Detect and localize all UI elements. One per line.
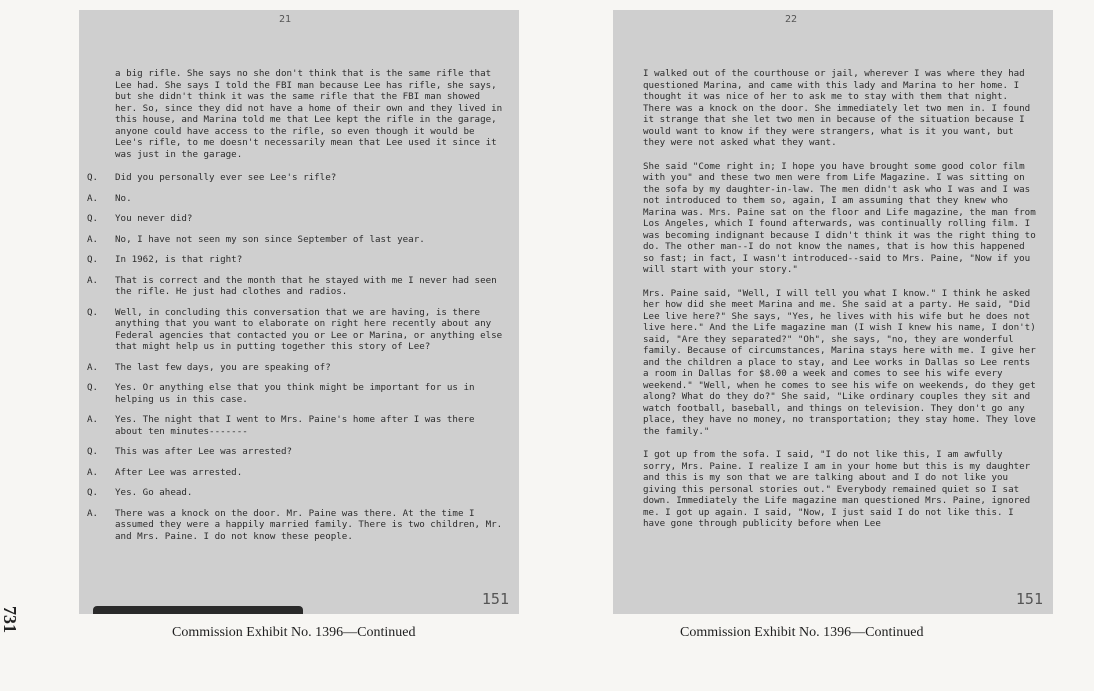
qa-text: The last few days, you are speaking of? — [115, 361, 331, 373]
right-paragraph: Mrs. Paine said, "Well, I will tell you what I know." I think he asked her how did she meet Marina and me. She said at a party. He said, "Did Lee live here?" She says, "Yes, he lives with his wife but he does not live here." And the Life magazine man (I wish I knew his name, I don't) said, "Are they separated?" "Oh", she says, "no, they are wonderful family. Because of circumstances, Marina stays here with me. I give her and the children a place to stay, and Lee works in Dallas so Lee rents a room in Dallas for $8.00 a week and comes to see his wife every weekend." "Well, when he comes to see his wife on weekends, do they get along? What do they do?" She said, "Like ordinary couples they sit and watch football, baseball, and things on television. They don't go any place, they have no money, no transportation; they stay home. They love the family." — [643, 287, 1036, 437]
speaker-label: A. — [87, 507, 99, 519]
qa-text: Yes. The night that I went to Mrs. Paine's home after I was there about ten minutes------- — [115, 414, 475, 437]
qa-text: No. — [115, 192, 132, 204]
qa-row — [87, 172, 507, 184]
left-intro-paragraph: a big rifle. She says no she don't think that is the same rifle that Lee had. She says I told the FBI man because Lee has rifle, she says, but she didn't think it was the same rifle that the FBI man showed her. So, since they did not have a home of their own and they lived in this house, and Marina told me that Lee kept the rifle in the garage, anyone could have access to the rifle, so even though it would be Lee's rifle, to me doesn't necessarily mean that Lee used it since it was just in the garage. — [115, 68, 503, 160]
speaker-label: A. — [87, 414, 99, 425]
speaker-label: Q. — [87, 254, 99, 265]
left-page-bottom-number: 151 — [481, 590, 509, 608]
qa-text: Yes. Or anything else that you think might be important for us in helping us in this case. — [115, 382, 475, 405]
right-paragraph: I walked out of the courthouse or jail, wherever I was where they had questioned Marina, and came with this lady and Marina to her home. I thought it was nice of her to ask me to stay with them that night. There was a knock on the door. She immediately let two men in. I found it strange that she let two men in because of the situation because I would want to know if they were strangers, what is it you want, but they were not asked what they want. — [643, 68, 1031, 148]
speaker-label: Q. — [87, 172, 99, 183]
left-page-top-number: 21 — [279, 14, 292, 25]
speaker-label: A. — [87, 192, 99, 204]
qa-row — [87, 446, 507, 458]
qa-row — [87, 487, 507, 499]
qa-row — [87, 467, 507, 479]
qa-row — [87, 414, 507, 437]
speaker-label: Q. — [87, 446, 99, 457]
qa-row — [87, 275, 507, 298]
qa-text: Did you personally ever see Lee's rifle? — [115, 172, 337, 183]
speaker-label: Q. — [87, 213, 99, 224]
speaker-label: Q. — [87, 487, 99, 498]
qa-text: Well, in concluding this conversation that we are having, is there anything that you want to elaborate on right here recently about any Federal agencies that contacted you or Lee or Marina, or anything else that might help us in putting together this story of Lee? — [115, 306, 503, 352]
right-page-top-number: 22 — [785, 14, 798, 25]
right-page — [613, 10, 1053, 614]
speaker-label: Q. — [87, 306, 99, 318]
qa-row — [87, 382, 507, 405]
qa-text: No, I have not seen my son since September of last year. — [115, 233, 425, 245]
qa-text: This was after Lee was arrested? — [115, 446, 293, 457]
right-page-text — [643, 68, 1041, 542]
speaker-label: A. — [87, 233, 99, 245]
speaker-label: A. — [87, 361, 99, 373]
left-caption: Commission Exhibit No. 1396—Continued — [172, 625, 416, 640]
right-caption: Commission Exhibit No. 1396—Continued — [680, 625, 924, 640]
qa-text: Yes. Go ahead. — [115, 487, 193, 498]
right-paragraph: She said "Come right in; I hope you have brought some good color film with you" and these two men were from Life Magazine. I was sitting on the sofa by my daughter-in-law. The men didn't ask who I was and I was not introduced to them so, again, I am assuming that they knew who Marina was. Mrs. Paine sat on the floor and Life magazine, the man from Los Angeles, which I found afterwards, was continually rolling film. I was becoming indignant because I didn't think it was the right thing to do. The other man--I do not know the names, that is how this happened so fast; in fact, I wasn't introduced--said to Mrs. Paine, "Now if you will start with your story." — [643, 160, 1036, 275]
speaker-label: A. — [87, 274, 99, 286]
qa-row — [87, 254, 507, 266]
qa-text: There was a knock on the door. Mr. Paine was there. At the time I assumed they were a happily married family. There is two children, Mr. and Mrs. Paine. I do not know these people. — [115, 507, 503, 542]
left-page-text — [87, 68, 507, 551]
speaker-label: Q. — [87, 382, 99, 393]
qa-row — [87, 193, 507, 205]
qa-text: You never did? — [115, 213, 193, 224]
right-paragraph: I got up from the sofa. I said, "I do not like this, I am awfully sorry, Mrs. Paine. I realize I am in your home but this is my daughter and this is my son that we are talking about and I do not like you giving this personal stories out." Everybody remained quiet so I sat down. Immediately the Life magazine man questioned Mrs. Paine, ignored me. I got up again. I said, "Now, I just said I do not like this. I have gone through publicity before when Lee — [643, 449, 1031, 529]
qa-row — [87, 213, 507, 225]
qa-list — [87, 172, 507, 542]
speaker-label: A. — [87, 466, 99, 478]
qa-text: After Lee was arrested. — [115, 466, 243, 478]
qa-row — [87, 234, 507, 246]
side-page-number: 731 — [0, 606, 20, 633]
left-page — [79, 10, 519, 614]
qa-text: In 1962, is that right? — [115, 254, 243, 265]
scan-shadow — [93, 606, 303, 614]
qa-row — [87, 508, 507, 543]
qa-row — [87, 307, 507, 353]
qa-text: That is correct and the month that he stayed with me I never had seen the rifle. He just had clothes and radios. — [115, 274, 497, 297]
qa-row — [87, 362, 507, 374]
right-page-bottom-number: 151 — [1015, 590, 1043, 608]
